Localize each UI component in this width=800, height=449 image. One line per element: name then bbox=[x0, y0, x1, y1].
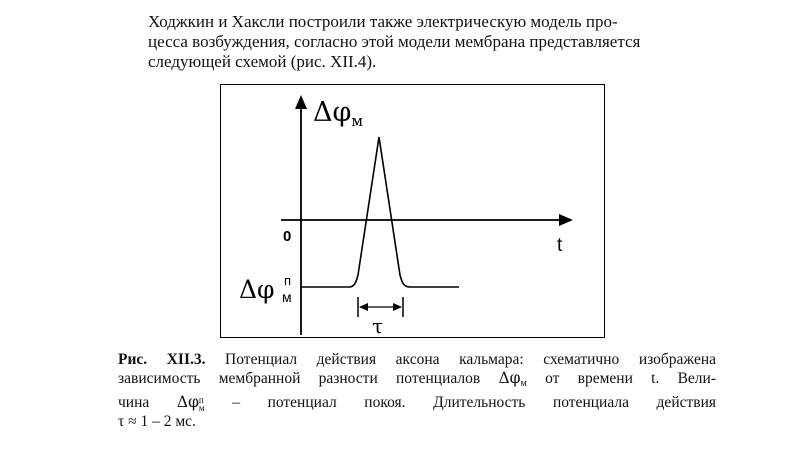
action-potential-diagram bbox=[221, 85, 606, 339]
tau-arrow-right bbox=[393, 303, 402, 311]
caption-line: зависимость мембранной разности потенциалов $\Delta\varphi_м$ от времени t. Вели- bbox=[118, 369, 717, 389]
y-axis-label: Δφм bbox=[313, 97, 364, 130]
caption-line: Рис. XII.3. Потенциал действия аксона кальмара: схематично изображена bbox=[118, 351, 716, 368]
x-axis-label: t bbox=[557, 235, 563, 256]
y-axis-arrow bbox=[295, 95, 307, 109]
rest-potential-label: Δφ bbox=[239, 275, 275, 304]
intro-line: следующей схемой (рис. XII.4). bbox=[148, 52, 377, 71]
caption-line: чина Δφ п м – потенциал покоя. Длительность потенциала действия bbox=[118, 393, 717, 413]
caption-line: τ ≈ 1 – 2 мс. bbox=[118, 413, 196, 430]
intro-line: цесса возбуждения, согласно этой модели мембрана представляется bbox=[148, 32, 641, 51]
intro-paragraph bbox=[148, 12, 714, 72]
figure-caption bbox=[118, 350, 716, 431]
x-axis-arrow bbox=[559, 214, 573, 226]
caption-number: Рис. XII.3. bbox=[118, 351, 206, 368]
intro-line: Ходжкин и Хаксли построили также электрическую модель про- bbox=[148, 12, 618, 31]
figure-frame bbox=[220, 84, 605, 338]
rest-potential-subscript: м bbox=[282, 289, 292, 305]
tau-arrow-left bbox=[359, 303, 368, 311]
tau-label: τ bbox=[372, 314, 384, 338]
origin-label: 0 bbox=[283, 228, 292, 245]
rest-potential-superscript: п bbox=[284, 273, 292, 288]
action-potential-curve bbox=[301, 137, 459, 287]
